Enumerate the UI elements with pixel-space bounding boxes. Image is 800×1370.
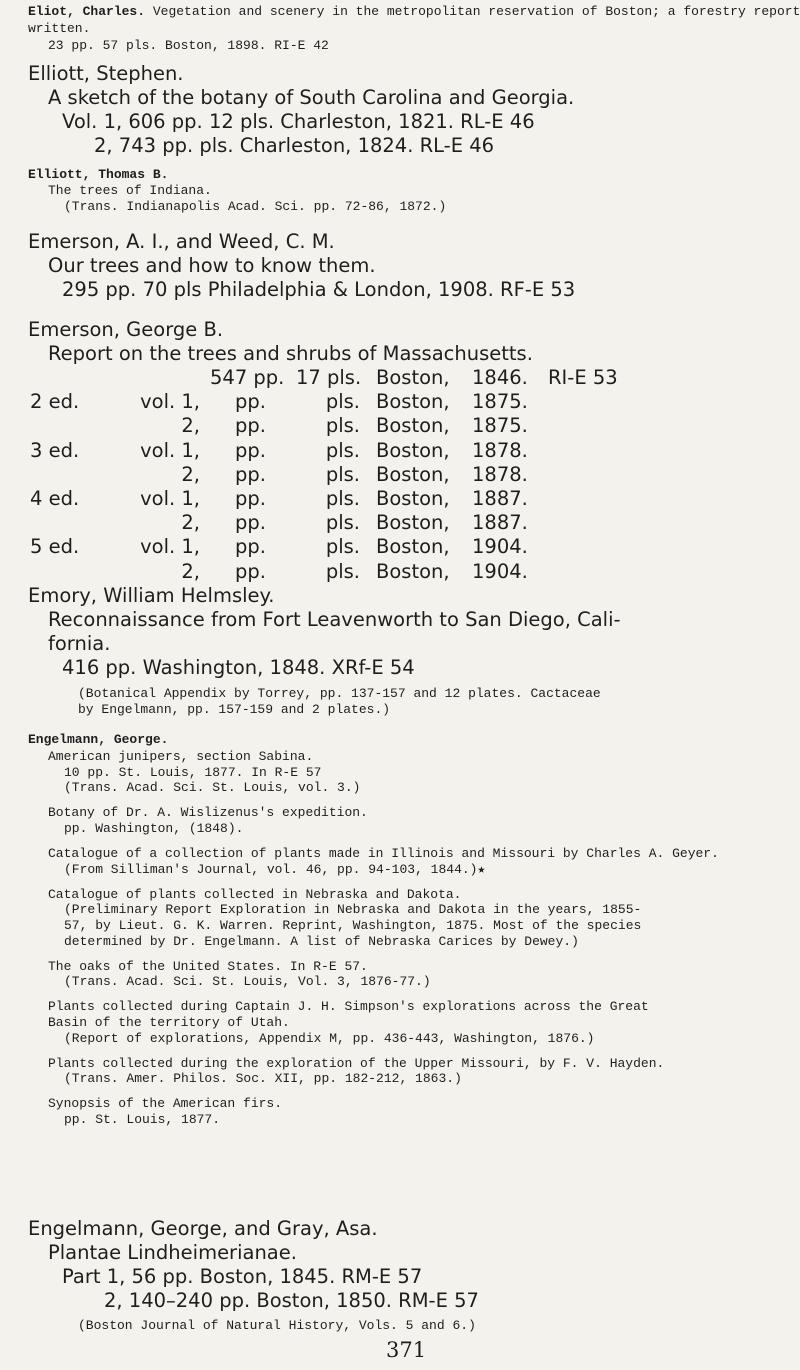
engelmann-work-line: (Preliminary Report Exploration in Nebraska and Dakota in the years, 1855- — [64, 902, 642, 918]
edition-year: 1878. — [472, 462, 528, 486]
emory-details: 416 pp. Washington, 1848. XRf-E 54 — [62, 656, 415, 679]
eliot-details: 23 pp. 57 pls. Boston, 1898. RI-E 42 — [48, 38, 329, 53]
eliot-name: Eliot, Charles. — [28, 4, 146, 19]
edition-code: RI-E 53 — [548, 366, 618, 389]
edition-pls: pls. — [325, 462, 360, 486]
edition-place: Boston, — [376, 511, 450, 535]
edition-pls: pls. — [325, 414, 360, 438]
emory-heading: Emory, William Helmsley. — [28, 584, 275, 607]
edition-ed: 4 ed. — [30, 487, 80, 510]
engelmann-work-line: (Report of explorations, Appendix M, pp. 436-443, Washington, 1876.) — [64, 1030, 595, 1046]
emerson-george-title: Report on the trees and shrubs of Massachusetts. — [48, 342, 533, 365]
elliott-thomas-source: (Trans. Indianapolis Acad. Sci. pp. 72-86, 1872.) — [64, 199, 447, 214]
elliott-thomas-title: The trees of Indiana. — [48, 183, 212, 198]
edition-vol: vol. 1, — [140, 438, 200, 462]
emerson-weed-heading: Emerson, A. I., and Weed, C. M. — [28, 230, 335, 253]
edition-pp: pp. — [235, 414, 266, 438]
edition-year: 1875. — [472, 414, 528, 438]
emerson-george-heading: Emerson, George B. — [28, 318, 224, 341]
eliot-title: Vegetation and scenery in the metropolitan reservation of Boston; a forestry report — [152, 4, 800, 19]
edition-pls: 17 pls. — [296, 366, 362, 389]
edition-pp: pp. — [235, 535, 266, 559]
edition-year: 1878. — [472, 438, 528, 462]
elliott-thomas-heading: Elliott, Thomas B. — [28, 167, 169, 182]
edition-vol: 2, — [181, 414, 200, 438]
engelmann-work-line: Botany of Dr. A. Wislizenus's expedition. — [48, 805, 368, 821]
edition-pls: pls. — [325, 511, 360, 535]
edition-ed: 5 ed. — [30, 535, 80, 559]
elliott-stephen-vol2: 2, 743 pp. pls. Charleston, 1824. RL-E 46 — [94, 134, 495, 157]
engelmann-work-line: Catalogue of plants collected in Nebraska and Dakota. — [48, 886, 462, 902]
engelmann-work-line: pp. St. Louis, 1877. — [64, 1111, 221, 1127]
page-number: 371 — [386, 1338, 427, 1362]
edition-vol: 2, — [181, 462, 200, 486]
edition-pls: pls. — [325, 487, 360, 510]
engelmann-work-line: Catalogue of a collection of plants made in Illinois and Missouri by Charles A. Geyer. — [48, 846, 719, 861]
engelmann-work-line: (Trans. Acad. Sci. St. Louis, vol. 3.) — [64, 780, 361, 796]
engelmann-gray-part2: 2, 140–240 pp. Boston, 1850. RM-E 57 — [104, 1289, 479, 1312]
edition-place: Boston, — [376, 462, 450, 486]
elliott-stephen-vol1: Vol. 1, 606 pp. 12 pls. Charleston, 1821. RL-E 46 — [62, 110, 535, 133]
edition-pp: pp. — [235, 559, 266, 583]
engelmann-work-line: pp. Washington, (1848). — [64, 820, 244, 836]
engelmann-work-line: The oaks of the United States. In R-E 57. — [48, 958, 368, 974]
emory-note-line2: by Engelmann, pp. 157-159 and 2 plates.) — [78, 702, 391, 717]
emory-title-line1: Reconnaissance from Fort Leavenworth to San Diego, Cali- — [48, 608, 621, 631]
engelmann-work-line: (Trans. Acad. Sci. St. Louis, Vol. 3, 1876-77.) — [64, 974, 431, 990]
edition-pp: 547 pp. — [210, 366, 285, 389]
edition-place: Boston, — [376, 535, 450, 559]
edition-pp: pp. — [235, 487, 266, 510]
edition-pp: pp. — [235, 511, 266, 535]
edition-pls: pls. — [325, 390, 360, 414]
engelmann-gray-part1: Part 1, 56 pp. Boston, 1845. RM-E 57 — [62, 1265, 423, 1288]
edition-year: 1875. — [472, 390, 528, 414]
edition-place: Boston, — [376, 438, 450, 462]
engelmann-work-line: American junipers, section Sabina. — [48, 749, 314, 764]
edition-vol: 2, — [181, 511, 200, 535]
edition-place: Boston, — [376, 559, 450, 583]
edition-year: 1904. — [472, 535, 528, 559]
eliot-heading-line — [28, 3, 800, 20]
engelmann-work-line: determined by Dr. Engelmann. A list of Nebraska Carices by Dewey.) — [64, 933, 579, 949]
edition-pls: pls. — [325, 559, 360, 583]
edition-ed: 3 ed. — [30, 438, 80, 462]
edition-pp: pp. — [235, 390, 266, 414]
edition-pls: pls. — [325, 438, 360, 462]
edition-place: Boston, — [376, 366, 450, 389]
engelmann-gray-heading: Engelmann, George, and Gray, Asa. — [28, 1217, 378, 1240]
emory-title-line2: fornia. — [48, 632, 111, 655]
engelmann-gray-title: Plantae Lindheimerianae. — [48, 1241, 297, 1264]
edition-place: Boston, — [376, 414, 450, 438]
edition-vol: 2, — [181, 559, 200, 583]
engelmann-work-line: Plants collected during the exploration of the Upper Missouri, by F. V. Hayden. — [48, 1055, 665, 1071]
emory-note-line1: (Botanical Appendix by Torrey, pp. 137-157 and 12 plates. Cactaceae — [78, 686, 601, 701]
engelmann-work-line: 57, by Lieut. G. K. Warren. Reprint, Washington, 1875. Most of the species — [64, 917, 642, 933]
edition-vol: vol. 1, — [140, 535, 200, 559]
engelmann-work-line: Plants collected during Captain J. H. Simpson's explorations across the Great — [48, 999, 649, 1015]
engelmann-work-line: (From Silliman's Journal, vol. 46, pp. 94-103, 1844.)★ — [64, 861, 486, 877]
engelmann-work-line: 10 pp. St. Louis, 1877. In R-E 57 — [64, 764, 322, 780]
engelmann-work-line: Synopsis of the American firs. — [48, 1096, 283, 1112]
edition-year: 1887. — [472, 511, 528, 535]
edition-pp: pp. — [235, 438, 266, 462]
edition-vol: vol. 1, — [140, 487, 200, 510]
edition-place: Boston, — [376, 390, 450, 414]
engelmann-gray-source: (Boston Journal of Natural History, Vols. 5 and 6.) — [78, 1318, 476, 1333]
elliott-stephen-heading: Elliott, Stephen. — [28, 62, 184, 85]
engelmann-work-line: Basin of the territory of Utah. — [48, 1014, 290, 1030]
edition-year: 1904. — [472, 559, 528, 583]
engelmann-work-line: (Trans. Amer. Philos. Soc. XII, pp. 182-212, 1863.) — [64, 1071, 462, 1087]
eliot-written: written. — [28, 21, 91, 36]
edition-place: Boston, — [376, 487, 450, 510]
edition-vol: vol. 1, — [140, 390, 200, 414]
emerson-weed-title: Our trees and how to know them. — [48, 254, 376, 277]
edition-year: 1887. — [472, 487, 528, 510]
emerson-weed-details: 295 pp. 70 pls Philadelphia & London, 1908. RF-E 53 — [62, 278, 576, 301]
elliott-stephen-title: A sketch of the botany of South Carolina and Georgia. — [48, 86, 575, 109]
edition-pp: pp. — [235, 462, 266, 486]
edition-pls: pls. — [325, 535, 360, 559]
engelmann-heading: Engelmann, George. — [28, 732, 169, 747]
edition-year: 1846. — [472, 366, 528, 389]
edition-ed: 2 ed. — [30, 390, 80, 414]
